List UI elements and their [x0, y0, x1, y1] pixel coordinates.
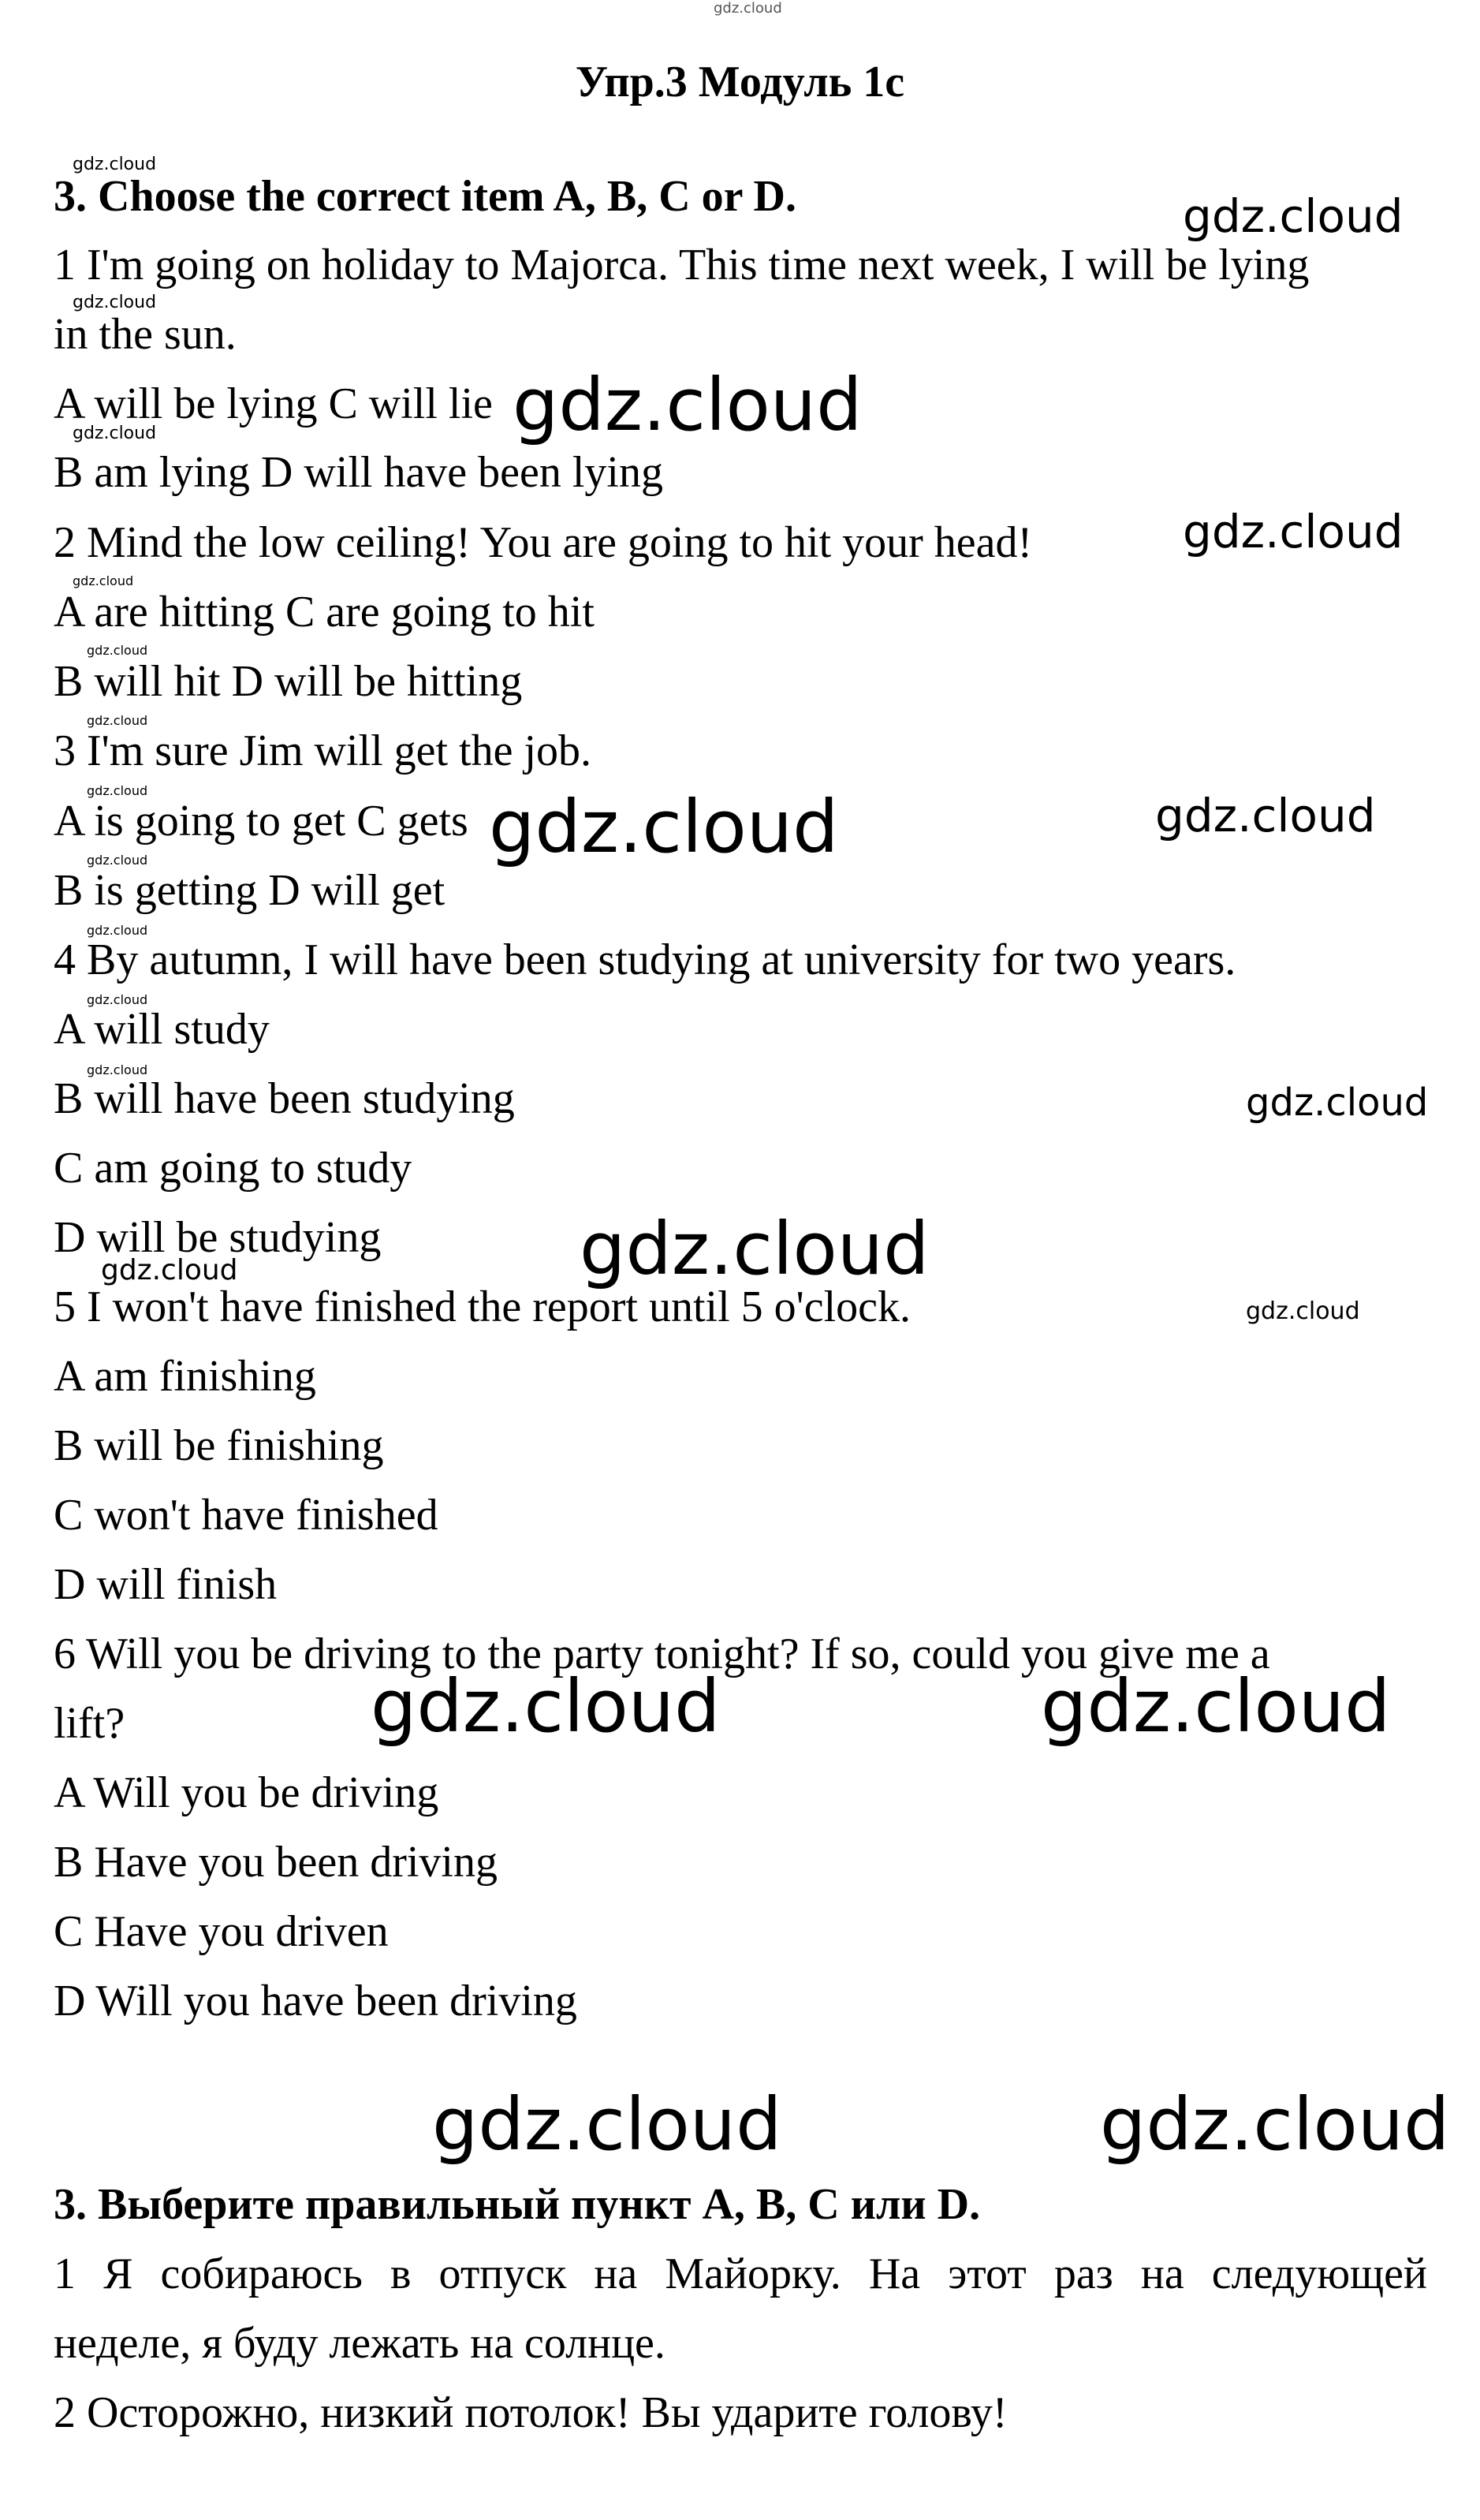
text-line: B will hit D will be hitting — [54, 657, 523, 706]
watermark: gdz.cloud — [1155, 789, 1376, 842]
text-line: B will have been studying — [54, 1074, 515, 1123]
watermark: gdz.cloud — [87, 1062, 148, 1077]
text-line: C am going to study — [54, 1144, 412, 1193]
text-line: B is getting D will get — [54, 866, 445, 915]
watermark: gdz.cloud — [1246, 1081, 1429, 1125]
text-line: lift? — [54, 1699, 125, 1748]
text-line: A will be lying C will lie — [54, 379, 493, 428]
watermark: gdz.cloud — [87, 713, 148, 728]
text-line: B am lying D will have been lying — [54, 448, 663, 497]
watermark: gdz.cloud — [580, 1207, 930, 1291]
watermark-top: gdz.cloud — [714, 0, 782, 17]
watermark: gdz.cloud — [73, 573, 134, 588]
text-line: неделе, я буду лежать на солнце. — [54, 2319, 665, 2368]
text-line: B Have you been driving — [54, 1838, 498, 1887]
watermark: gdz.cloud — [73, 155, 157, 174]
watermark: gdz.cloud — [489, 785, 839, 869]
text-line: A is going to get C gets — [54, 797, 468, 846]
watermark: gdz.cloud — [87, 643, 148, 658]
watermark: gdz.cloud — [1246, 1297, 1360, 1325]
text-line: C won't have finished — [54, 1491, 438, 1540]
text-line: 2 Осторожно, низкий потолок! Вы ударите голову! — [54, 2388, 1008, 2437]
watermark: gdz.cloud — [1041, 1664, 1391, 1749]
text-line: B will be finishing — [54, 1421, 384, 1470]
text-line: 3 I'm sure Jim will get the job. — [54, 726, 592, 775]
watermark: gdz.cloud — [371, 1664, 721, 1749]
text-line: D will finish — [54, 1560, 278, 1609]
text-line: 6 Will you be driving to the party tonight? If so, could you give me a — [54, 1630, 1270, 1678]
page-title: Упр.3 Модуль 1с — [575, 58, 905, 106]
text-line: A will study — [54, 1005, 270, 1054]
watermark: gdz.cloud — [432, 2082, 782, 2167]
text-line: 1 Я собираюсь в отпуск на Майорку. На этот раз на следующей — [54, 2249, 1427, 2298]
watermark: gdz.cloud — [73, 293, 157, 312]
watermark: gdz.cloud — [87, 992, 148, 1007]
watermark: gdz.cloud — [73, 424, 157, 443]
watermark: gdz.cloud — [101, 1254, 238, 1286]
watermark: gdz.cloud — [1100, 2082, 1450, 2167]
watermark: gdz.cloud — [87, 853, 148, 868]
watermark: gdz.cloud — [87, 783, 148, 798]
text-line: C Have you driven — [54, 1907, 389, 1956]
text-line: 4 By autumn, I will have been studying at university for two years. — [54, 935, 1236, 984]
text-line: in the sun. — [54, 310, 237, 359]
text-line: 1 I'm going on holiday to Majorca. This time next week, I will be lying — [54, 241, 1310, 289]
text-line: A am finishing — [54, 1352, 316, 1401]
text-line: 5 I won't have finished the report until 5 o'clock. — [54, 1282, 911, 1331]
watermark: gdz.cloud — [513, 363, 863, 447]
text-line: D Will you have been driving — [54, 1977, 577, 2025]
text-line: A Will you be driving — [54, 1768, 439, 1817]
text-line: D will be studying — [54, 1213, 382, 1262]
english-heading: 3. Choose the correct item A, B, C or D. — [54, 172, 796, 221]
watermark: gdz.cloud — [1183, 189, 1404, 243]
russian-heading: 3. Выберите правильный пункт A, B, C или D. — [54, 2180, 981, 2229]
text-line: 2 Mind the low ceiling! You are going to hit your head! — [54, 518, 1033, 567]
watermark: gdz.cloud — [87, 923, 148, 938]
watermark: gdz.cloud — [1183, 505, 1404, 558]
text-line: A are hitting C are going to hit — [54, 588, 595, 637]
